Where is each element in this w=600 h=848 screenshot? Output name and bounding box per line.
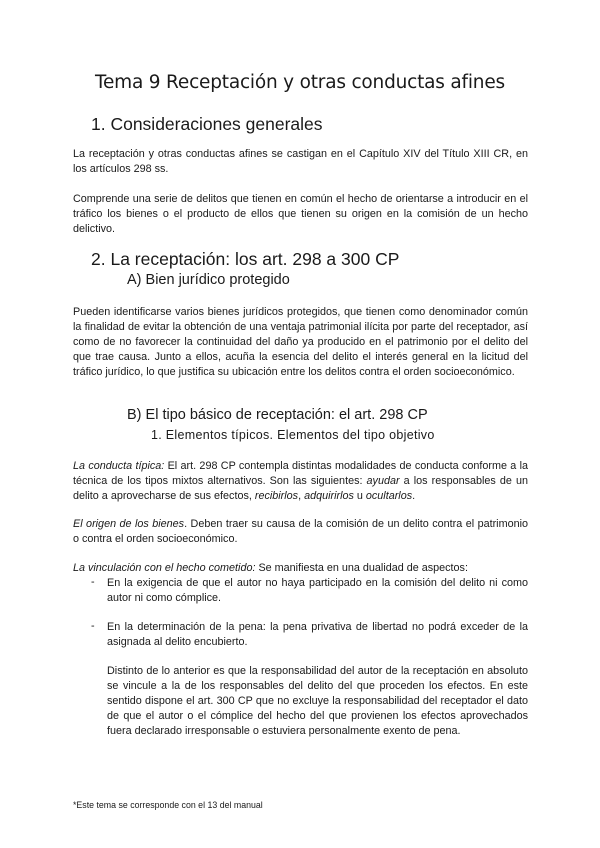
section-1-heading: 1. Consideraciones generales <box>91 114 323 134</box>
origen-bienes-label: El origen de los bienes <box>73 518 185 530</box>
footnote: *Este tema se corresponde con el 13 del manual <box>73 800 263 810</box>
page-title: Tema 9 Receptación y otras conductas afines <box>95 72 505 93</box>
section-1-paragraph-2: Comprende una serie de delitos que tienen en común el hecho de orientarse a introducir en el tráfico los bienes o el producto de ellos que tienen su origen en la comisión de un hecho delictivo. <box>73 193 528 235</box>
section-2-heading: 2. La receptación: los art. 298 a 300 CP <box>91 249 400 269</box>
bullet-item-1: En la exigencia de que el autor no haya participado en la comisión del delito ni como autor ni como cómplice. <box>107 577 528 604</box>
bullet-item-2: En la determinación de la pena: la pena privativa de libertad no podrá exceder de la asignada al delito encubierto. <box>107 621 528 648</box>
section-1-paragraph-1: La receptación y otras conductas afines se castigan en el Capítulo XIV del Título XIII CR, en los artículos 298 ss. <box>73 148 528 175</box>
conducta-tipica-label: La conducta típica: <box>73 460 165 472</box>
origen-bienes-paragraph: El origen de los bienes. Deben traer su causa de la comisión de un delito contra el patrimonio o contra el orden socioeconómico. <box>73 518 528 545</box>
bullet-dash: - <box>91 576 95 588</box>
subsection-b1-heading: 1. Elementos típicos. Elementos del tipo objetivo <box>151 428 435 442</box>
subsection-a-paragraph: Pueden identificarse varios bienes jurídicos protegidos, que tienen como denominador común la finalidad de evitar la obtención de una ventaja patrimonial ilícita por parte del receptador, así como de no favorecer la continuidad del daño ya producido en el patrimonio por el delito del que trae causa. Junto a ellos, acuña la esencia del delito el interés general en la licitud del tráfico jurídico, lo que justifica su ubicación entre los delitos contra el orden socioeconómico. <box>73 306 528 378</box>
bullet-dash: - <box>91 620 95 632</box>
vinculacion-paragraph: La vinculación con el hecho cometido: Se manifiesta en una dualidad de aspectos: <box>73 562 468 574</box>
vinculacion-label: La vinculación con el hecho cometido: <box>73 562 256 574</box>
conducta-tipica-paragraph: La conducta típica: El art. 298 CP contempla distintas modalidades de conducta conforme a la técnica de los tipos mixtos alternativos. Son las siguientes: ayudar a los responsables de un delito a aprovecharse de sus efectos, recibirlos, adquirirlos u ocultarlos. <box>73 460 529 502</box>
subsection-a-heading: A) Bien jurídico protegido <box>127 272 290 288</box>
subsection-b-heading: B) El tipo básico de receptación: el art. 298 CP <box>127 407 428 423</box>
bullet-item-2-continuation: Distinto de lo anterior es que la responsabilidad del autor de la receptación en absoluto se vincule a la de los responsables del delito del que proceden los efectos. En este sentido dispone el art. 300 CP que no excluye la responsabilidad del receptador el dato de que el autor o el cómplice del hecho del que provienen los efectos aprovechados fuera declarado irresponsable o estuviera personalmente exento de pena. <box>107 665 528 737</box>
